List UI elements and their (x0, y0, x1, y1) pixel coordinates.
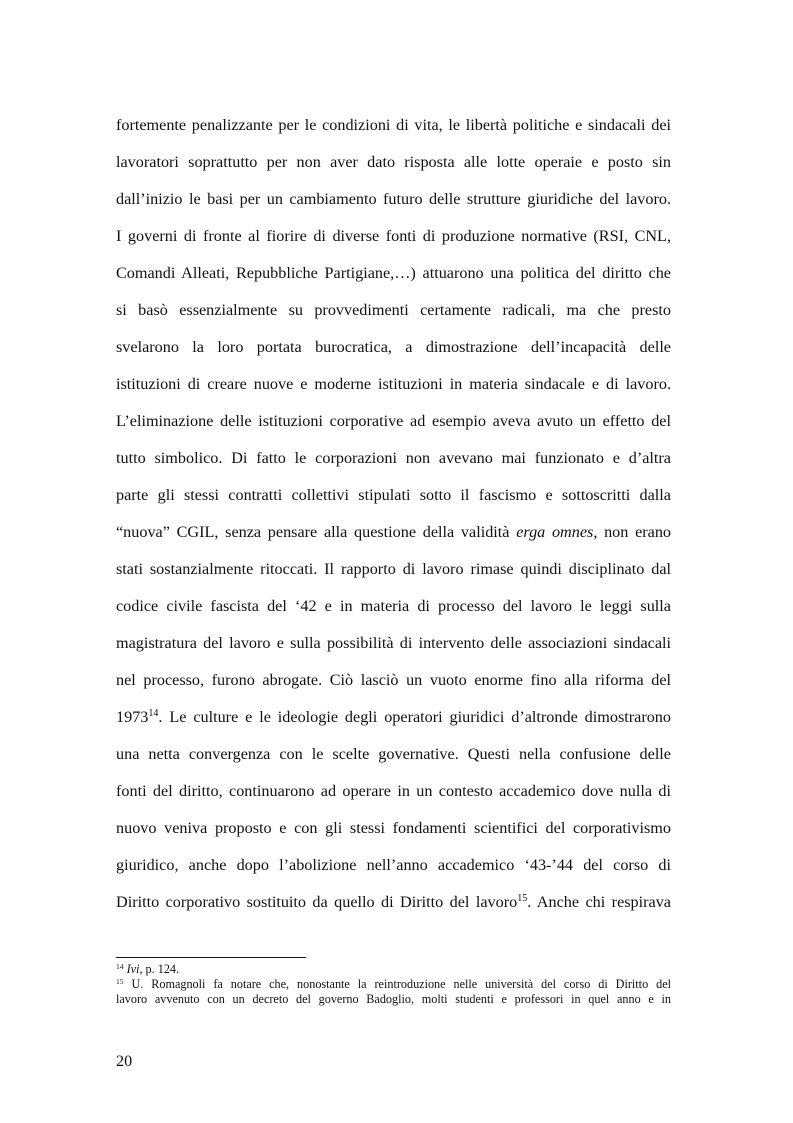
text-line: fonti del diritto, continuarono ad operare in un contesto accademico dove nulla di (116, 782, 671, 800)
footnote-15-continued: lavoro avvenuto con un decreto del governo Badoglio, molti studenti e professori in quel anno e in (116, 992, 671, 1006)
text-line: I governi di fronte al fiorire di diverse fonti di produzione normative (RSI, CNL, (116, 227, 671, 245)
footnote-italic: Ivi, (126, 962, 143, 976)
footnote-14 (116, 962, 671, 978)
text-line: Comandi Alleati, Repubbliche Partigiane,…) attuarono una politica del diritto che (116, 264, 671, 282)
text-segment: . Anche chi respirava (527, 893, 671, 911)
text-line (116, 707, 671, 727)
text-line: lavoratori soprattutto per non aver dato risposta alle lotte operaie e posto sin (116, 153, 671, 171)
text-line: una netta convergenza con le scelte governative. Questi nella confusione delle (116, 745, 671, 763)
text-line: si basò essenzialmente su provvedimenti certamente radicali, ma che presto (116, 301, 671, 319)
text-segment: “nuova” CGIL, senza pensare alla questione della validità (116, 523, 510, 541)
footnote-ref-14[interactable]: 14 (148, 708, 159, 720)
text-line: giuridico, anche dopo l’abolizione nell’anno accademico ‘43-’44 del corso di (116, 856, 671, 874)
text-segment: 1973 (116, 708, 149, 726)
page-number: 20 (116, 1052, 133, 1070)
footnote-ref-15[interactable]: 15 (517, 893, 528, 905)
text-line: fortemente penalizzante per le condizioni di vita, le libertà politiche e sindacali dei (116, 116, 671, 134)
text-segment: . Le culture e le ideologie degli operatori giuridici d’altronde dimostrarono (158, 708, 671, 726)
text-line: parte gli stessi contratti collettivi stipulati sotto il fascismo e sottoscritti dalla (116, 486, 671, 504)
footnote-15 (116, 977, 671, 993)
text-segment: , non erano (593, 523, 672, 541)
text-segment: Diritto corporativo sostituito da quello di Diritto del lavoro (116, 893, 518, 911)
footnote-separator (116, 957, 306, 958)
text-line: codice civile fascista del ‘42 e in materia di processo del lavoro le leggi sulla (116, 597, 671, 615)
text-line (116, 522, 671, 542)
text-line: nel processo, furono abrogate. Ciò lasciò un vuoto enorme fino alla riforma del (116, 671, 671, 689)
text-line: magistratura del lavoro e sulla possibilità di intervento delle associazioni sindacali (116, 634, 671, 652)
italic-term: erga omnes (516, 523, 594, 541)
text-line: svelarono la loro portata burocratica, a dimostrazione dell’incapacità delle (116, 338, 671, 356)
text-line: dall’inizio le basi per un cambiamento futuro delle strutture giuridiche del lavoro. (116, 190, 671, 208)
text-line (116, 892, 671, 912)
text-line: stati sostanzialmente ritoccati. Il rapporto di lavoro rimase quindi disciplinato dal (116, 560, 671, 578)
footnote-number: 14 (116, 961, 124, 971)
footnote-text: p. 124. (142, 962, 180, 976)
footnote-text: U. Romagnoli fa notare che, nonostante la reintroduzione nelle università del corso di Diritto del (123, 977, 671, 991)
text-line: tutto simbolico. Di fatto le corporazioni non avevano mai funzionato e d’altra (116, 449, 671, 467)
text-line: L’eliminazione delle istituzioni corporative ad esempio aveva avuto un effetto del (116, 412, 671, 430)
text-line: nuovo veniva proposto e con gli stessi fondamenti scientifici del corporativismo (116, 819, 671, 837)
footnote-number: 15 (116, 976, 124, 986)
text-line: istituzioni di creare nuove e moderne istituzioni in materia sindacale e di lavoro. (116, 375, 671, 393)
